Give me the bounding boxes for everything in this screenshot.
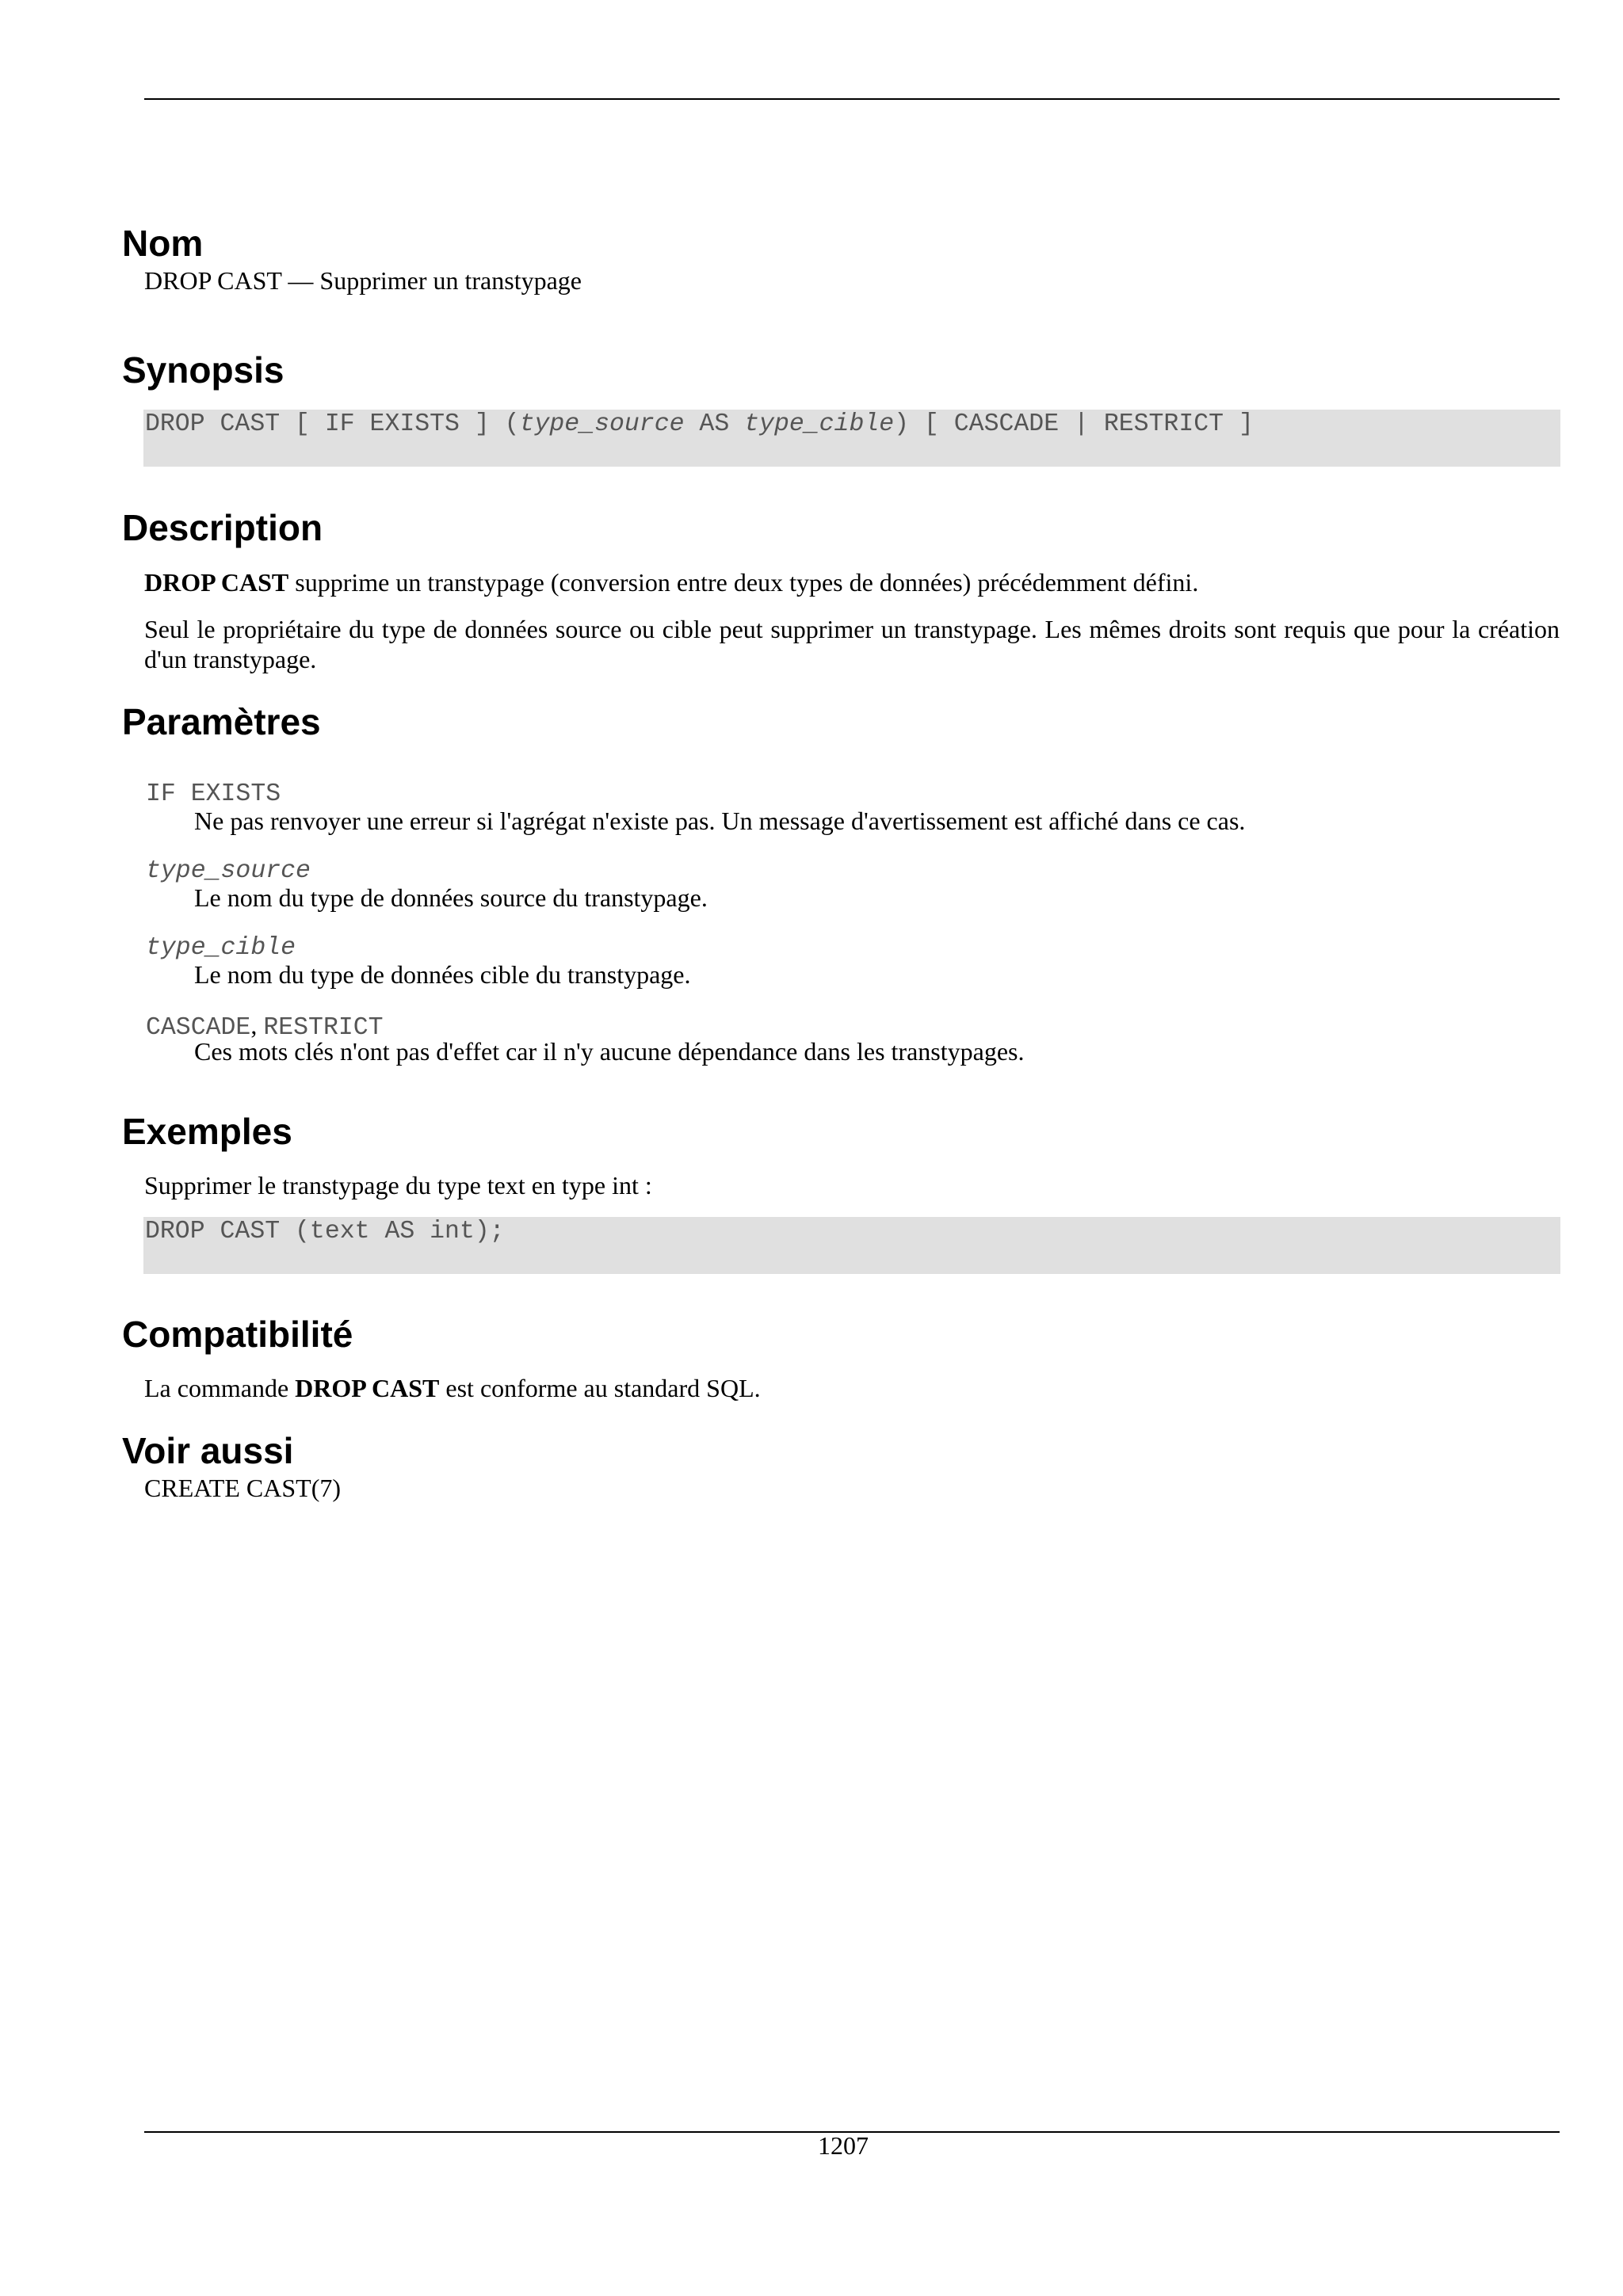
description-paragraph-1 (144, 567, 1560, 597)
synopsis-code-suffix: ) [ CASCADE | RESTRICT ] (894, 410, 1254, 438)
compatibilite-command: DROP CAST (295, 1374, 440, 1402)
synopsis-param-target: type_cible (744, 410, 895, 438)
heading-compatibilite: Compatibilité (122, 1314, 353, 1355)
header-rule (144, 98, 1560, 100)
synopsis-code-middle: AS (684, 410, 745, 438)
heading-nom: Nom (122, 223, 204, 264)
param-term-restrict: RESTRICT (263, 1014, 384, 1042)
param-term-type-source: type_source (146, 857, 311, 885)
exemples-intro: Supprimer le transtypage du type text en type int : (144, 1171, 652, 1199)
description-command: DROP CAST (144, 568, 289, 597)
nom-text: DROP CAST — Supprimer un transtypage (144, 266, 582, 295)
param-def-type-source: Le nom du type de données source du transtypage. (194, 883, 708, 912)
description-p1-text: supprime un transtypage (conversion entre deux types de données) précédemment défini. (288, 568, 1199, 597)
heading-parametres: Paramètres (122, 701, 321, 742)
compatibilite-text-before: La commande (144, 1374, 296, 1402)
heading-voir-aussi: Voir aussi (122, 1430, 294, 1471)
page-number: 1207 (818, 2131, 869, 2160)
exemples-code-block: DROP CAST (text AS int); (143, 1217, 1560, 1274)
synopsis-code-block (143, 410, 1560, 467)
param-def-type-cible: Le nom du type de données cible du transtypage. (194, 960, 691, 989)
description-paragraph-2: Seul le propriétaire du type de données source ou cible peut supprimer un transtypage. Les mêmes droits sont requis que pour la création d'un transtypage. (144, 615, 1560, 673)
param-def-if-exists: Ne pas renvoyer une erreur si l'agrégat n'existe pas. Un message d'avertissement est affiché dans ce cas. (194, 807, 1246, 835)
heading-synopsis: Synopsis (122, 349, 285, 391)
param-term-if-exists: IF EXISTS (146, 780, 281, 808)
compatibilite-text (144, 1373, 1560, 1403)
compatibilite-text-after: est conforme au standard SQL. (439, 1374, 761, 1402)
synopsis-param-source: type_source (519, 410, 685, 438)
synopsis-code-prefix: DROP CAST [ IF EXISTS ] ( (145, 410, 520, 438)
heading-description: Description (122, 507, 323, 548)
heading-exemples: Exemples (122, 1111, 292, 1152)
param-term-type-cible: type_cible (146, 934, 296, 962)
param-term-separator: , (250, 1011, 264, 1039)
param-term-cascade: CASCADE (146, 1014, 251, 1042)
voir-aussi-link[interactable]: CREATE CAST(7) (144, 1474, 341, 1502)
param-def-cascade-restrict: Ces mots clés n'ont pas d'effet car il n'y aucune dépendance dans les transtypages. (194, 1037, 1025, 1066)
